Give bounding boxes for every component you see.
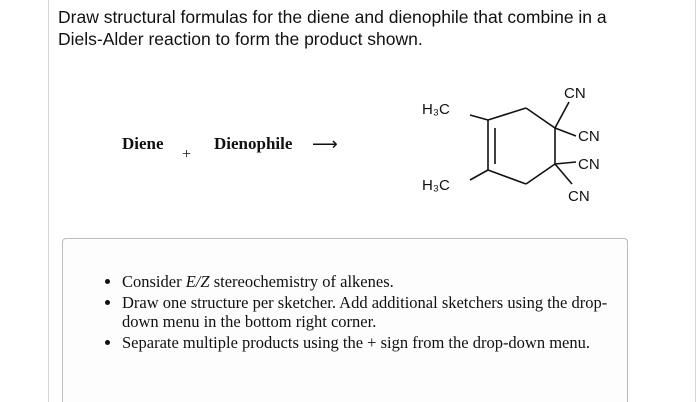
cn-label-1: CN (564, 85, 586, 102)
plus-sign: + (182, 146, 192, 163)
instruction-text: stereochemistry of alkenes. (209, 272, 394, 291)
question-line-1: Draw structural formulas for the diene and dienophile that combine in a (58, 7, 607, 27)
cn-label-2: CN (578, 128, 600, 145)
instruction-item: • Separate multiple products using the + sign from the drop-down menu. (122, 333, 642, 352)
instruction-item: • Draw one structure per sketcher. Add additional sketchers using the drop-down menu in the bottom right corner. (122, 293, 642, 331)
methyl-label-top: H₃C (422, 101, 450, 118)
question-text (58, 6, 678, 50)
dienophile-label: Dienophile (214, 134, 293, 153)
product-structure (400, 78, 630, 210)
diene-label: Diene (122, 134, 164, 153)
question-line-2: Diels-Alder reaction to form the product shown. (58, 29, 423, 49)
instruction-item (122, 272, 642, 291)
cn-label-4: CN (568, 188, 590, 205)
instruction-emphasis: E/Z (185, 272, 210, 291)
instruction-text: Consider (122, 272, 186, 291)
cn-label-3: CN (578, 156, 600, 173)
methyl-label-bottom: H₃C (422, 177, 450, 194)
instruction-list (100, 272, 642, 354)
cyclohexene-ring (470, 102, 576, 184)
reaction-arrow: ⟶ (312, 134, 338, 155)
